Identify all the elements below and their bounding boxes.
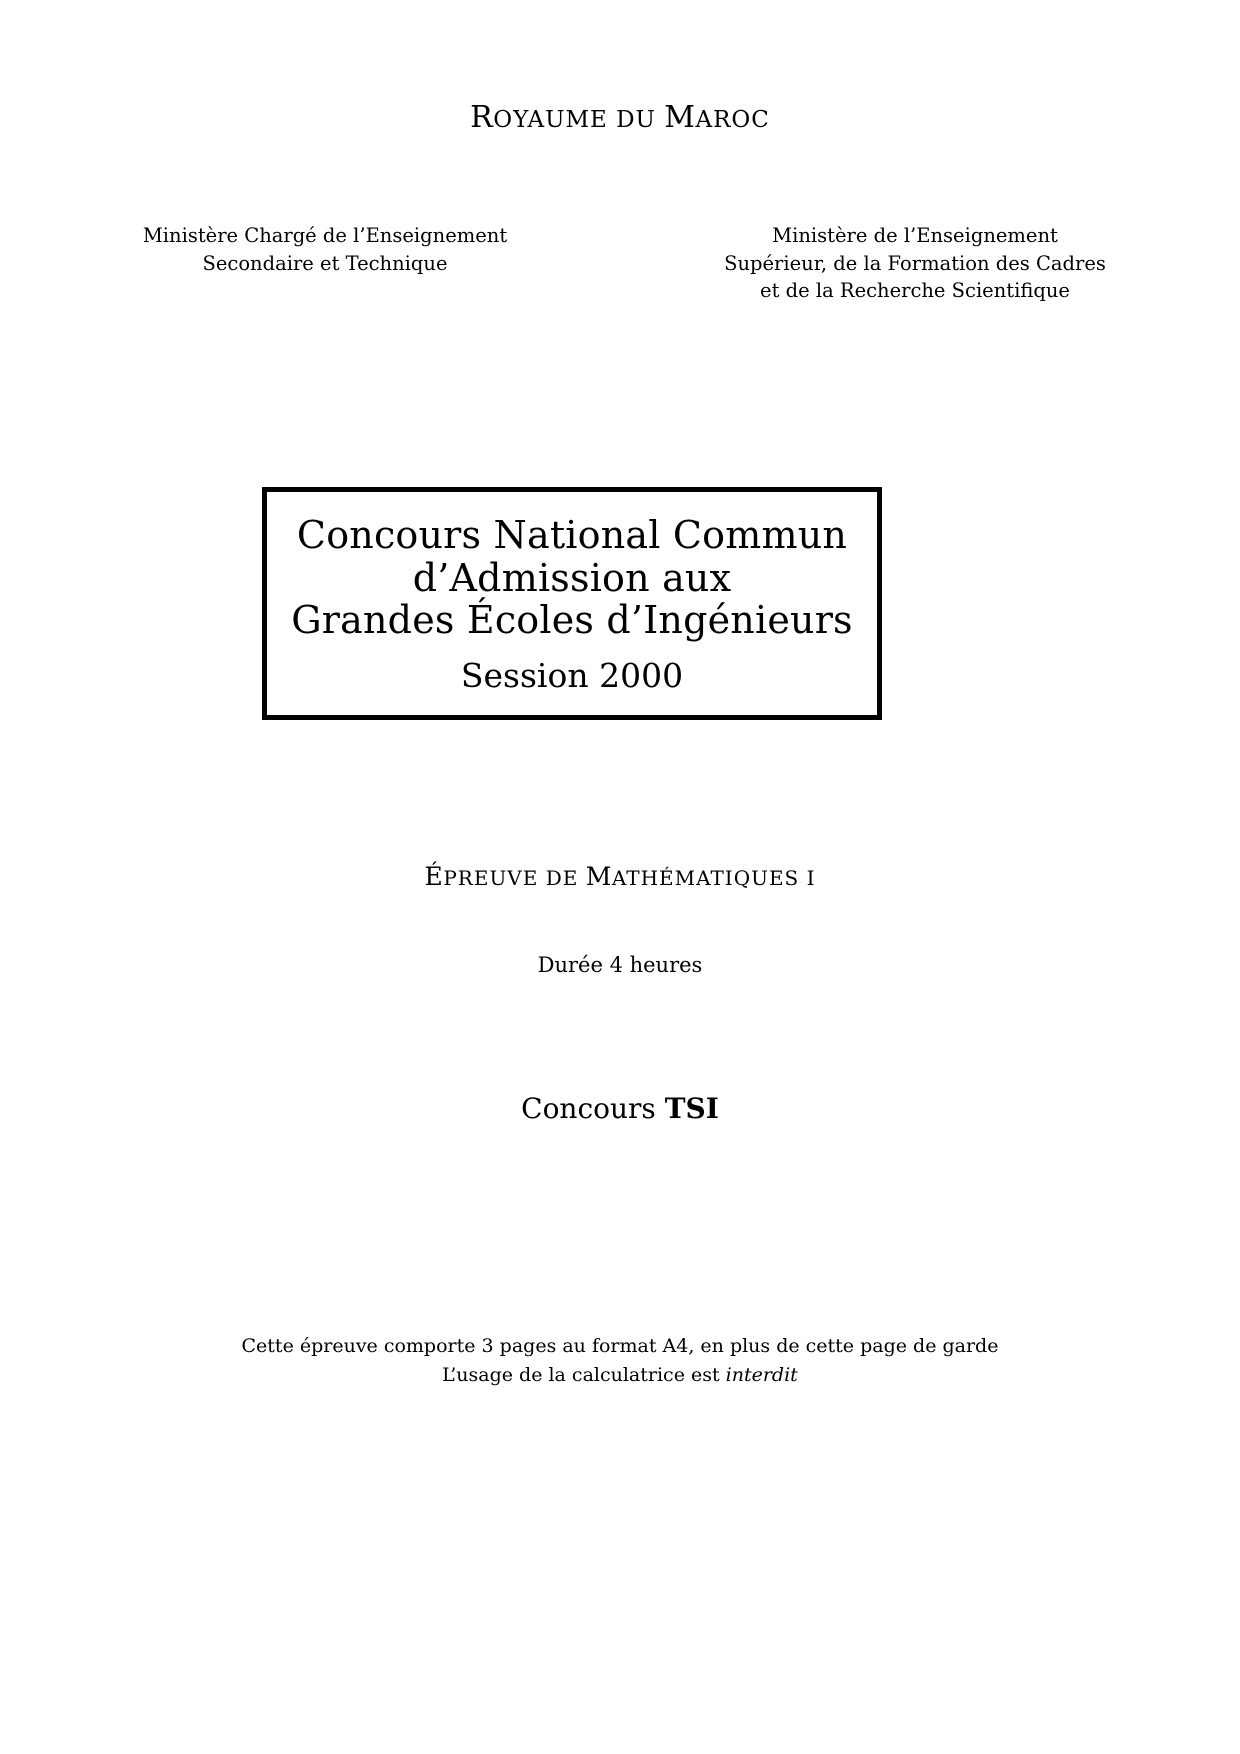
kingdom-heading-m: M <box>664 100 696 135</box>
contest-stream-label: Concours <box>521 1092 665 1125</box>
contest-stream-value: TSI <box>664 1092 719 1125</box>
footer-calculator-rule <box>0 1361 1240 1390</box>
kingdom-heading-rest: OYAUME DU <box>493 107 665 133</box>
kingdom-heading-tail: AROC <box>695 107 770 133</box>
exam-title-box <box>262 487 882 720</box>
footer-page-count: Cette épreuve comporte 3 pages au format A4, en plus de cette page de garde <box>241 1335 999 1357</box>
exam-subject <box>0 862 1240 891</box>
exam-subject-tail: ATHÉMATIQUES I <box>611 866 816 890</box>
ministry-higher-education <box>700 222 1130 305</box>
exam-title-line-3: Grandes Écoles d’Ingénieurs <box>291 598 853 643</box>
footer-calculator-rule-emphasis: interdit <box>725 1363 798 1386</box>
kingdom-heading <box>0 100 1240 135</box>
exam-subject-m: M <box>585 862 612 891</box>
ministry-right-line-2: Supérieur, de la Formation des Cadres <box>724 251 1106 275</box>
contest-stream <box>0 1092 1240 1125</box>
exam-title-line-1: Concours National Commun <box>296 513 848 557</box>
ministries-block <box>110 222 1130 305</box>
page-footer-notes <box>0 1332 1240 1389</box>
exam-duration: Durée 4 heures <box>537 953 703 977</box>
exam-subject-rest: PREUVE DE <box>443 866 586 890</box>
ministry-right-line-3: et de la Recherche Scientifique <box>760 279 1070 303</box>
ministry-secondary-education <box>110 222 540 277</box>
ministry-left-line-2: Secondaire et Technique <box>202 251 448 275</box>
exam-title-line-2: d’Admission aux <box>412 555 732 600</box>
footer-calculator-rule-prefix: L’usage de la calculatrice est <box>442 1363 726 1386</box>
kingdom-heading-initial: R <box>470 100 494 135</box>
exam-subject-initial: É <box>424 862 444 891</box>
ministry-left-line-1: Ministère Chargé de l’Enseignement <box>142 224 508 247</box>
exam-session: Session 2000 <box>460 655 684 695</box>
ministry-right-line-1: Ministère de l’Enseignement <box>772 224 1058 247</box>
